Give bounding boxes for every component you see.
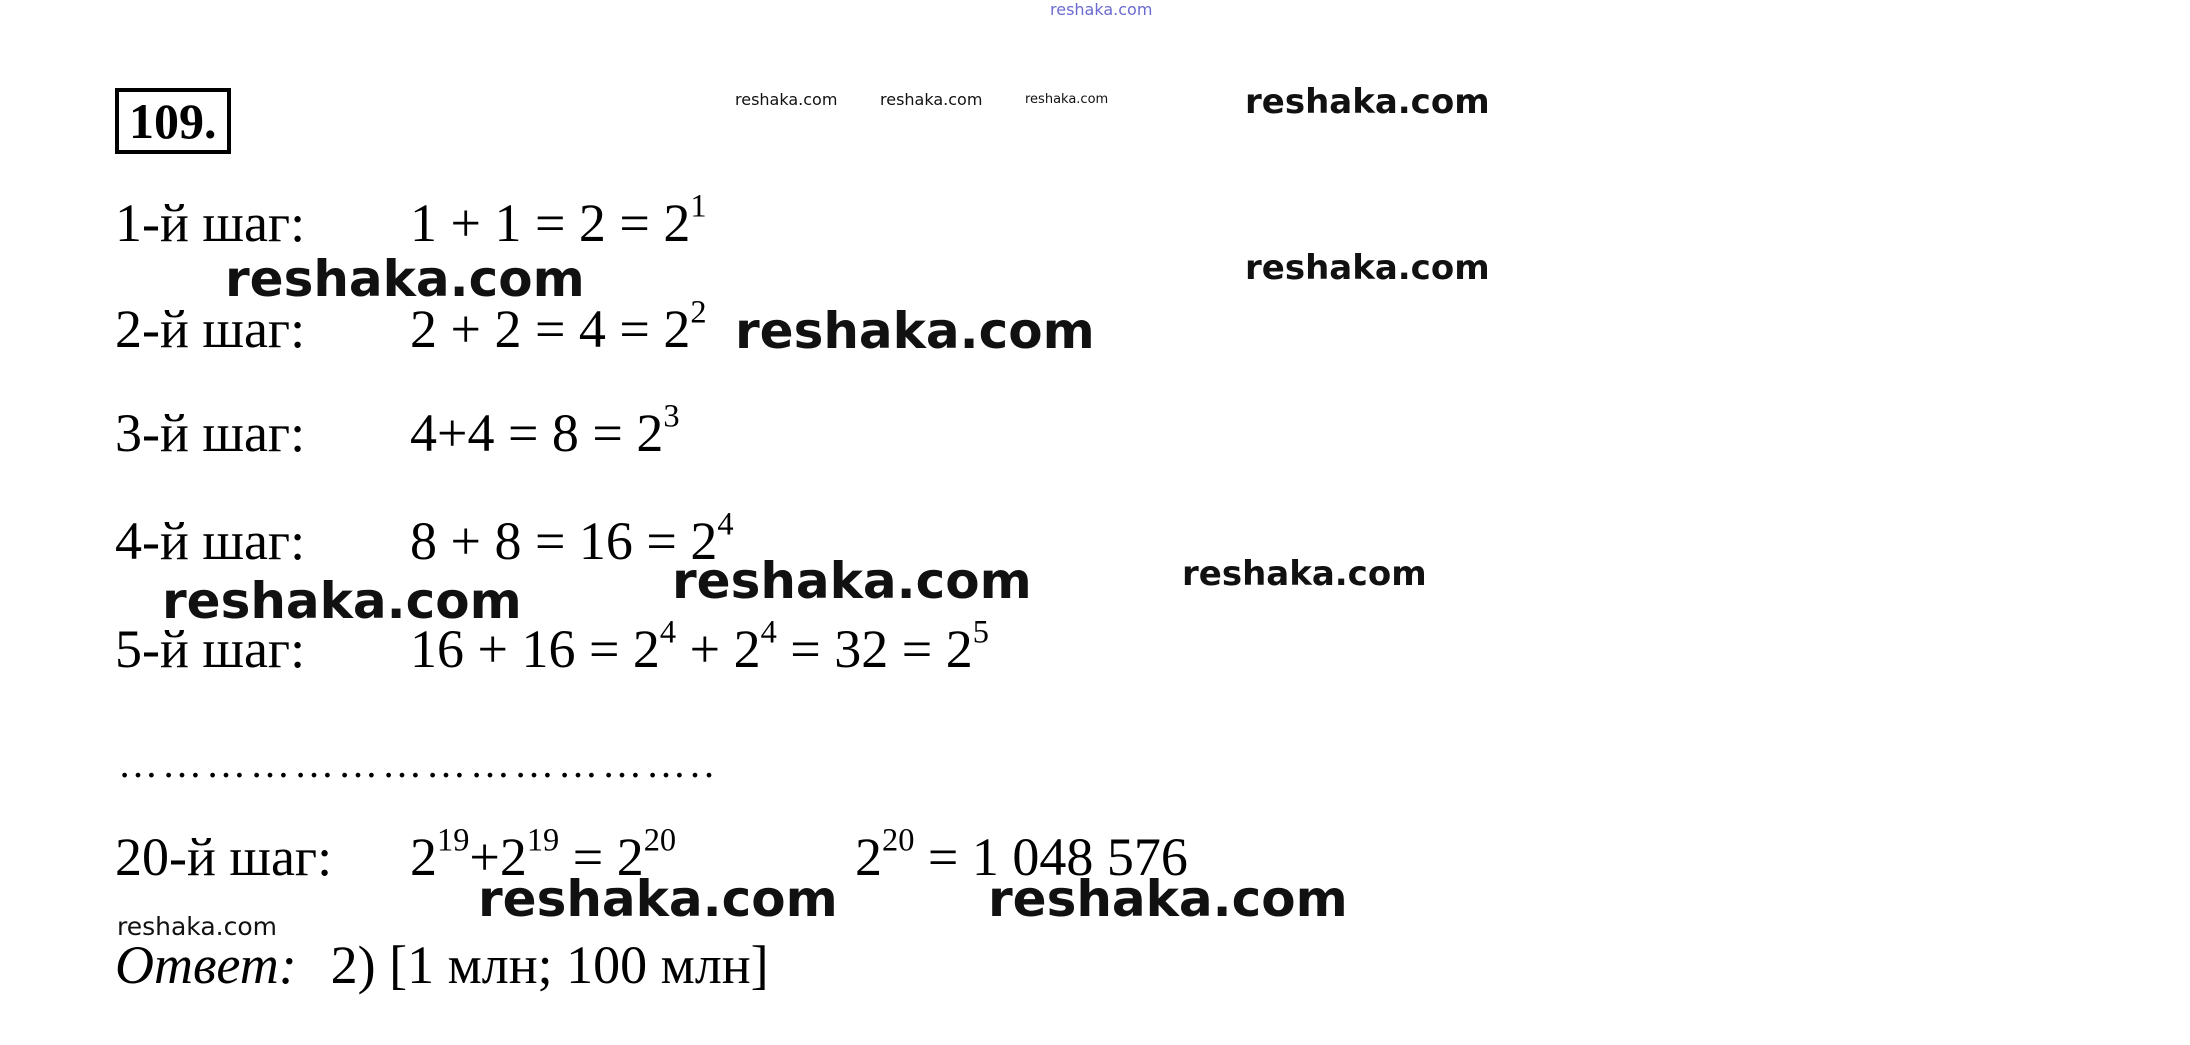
- answer-value: 2) [1 млн; 100 млн]: [330, 935, 769, 995]
- step-5-expression: $16 + 16 = 2^4 + 2^4 = 32 = 2^5$: [410, 614, 989, 679]
- step-3-label: 3-й шаг:: [115, 403, 306, 463]
- answer-label: Ответ:: [115, 935, 297, 995]
- step-1-expression: $1 + 1 = 2 = 2^1$: [410, 188, 707, 253]
- watermark-top: reshaka.com: [1050, 0, 1153, 19]
- watermark-right-3: reshaka.com: [1182, 554, 1427, 594]
- step-20-result: $2^{20} = 1$ 048 576: [855, 822, 1188, 887]
- watermark-step2: reshaka.com: [735, 302, 1095, 360]
- step-20-label: 20-й шаг:: [115, 827, 333, 887]
- watermark-step20-right: reshaka.com: [988, 870, 1348, 928]
- step-4-label: 4-й шаг:: [115, 511, 306, 571]
- step-2-expression: $2 + 2 = 4 = 2^2$: [410, 294, 707, 359]
- watermark-step1: reshaka.com: [225, 250, 585, 308]
- watermark-step4-mid: reshaka.com: [672, 552, 1032, 610]
- step-4-expression: $8 + 8 = 16 = 2^4$: [410, 506, 734, 571]
- step-2-label: 2-й шаг:: [115, 299, 306, 359]
- step-3-expression: $4+4 = 8 = 2^3$: [410, 398, 680, 463]
- step-20-expression: $2^{19}+2^{19} = 2^{20}$: [410, 822, 677, 887]
- watermark-small-3: reshaka.com: [1025, 92, 1109, 107]
- step-1-label: 1-й шаг:: [115, 193, 306, 253]
- watermark-answer: reshaka.com: [117, 912, 277, 941]
- continuation-dots: …………………………………..: [118, 741, 718, 786]
- problem-number: 109.: [115, 88, 231, 154]
- watermark-small-1: reshaka.com: [735, 90, 838, 109]
- watermark-step4-left: reshaka.com: [162, 572, 522, 630]
- watermark-right-2: reshaka.com: [1245, 248, 1490, 288]
- step-5-label: 5-й шаг:: [115, 619, 306, 679]
- watermark-step20-left: reshaka.com: [478, 870, 838, 928]
- answer-line: [115, 934, 769, 996]
- watermark-small-2: reshaka.com: [880, 90, 983, 109]
- watermark-right-1: reshaka.com: [1245, 82, 1490, 122]
